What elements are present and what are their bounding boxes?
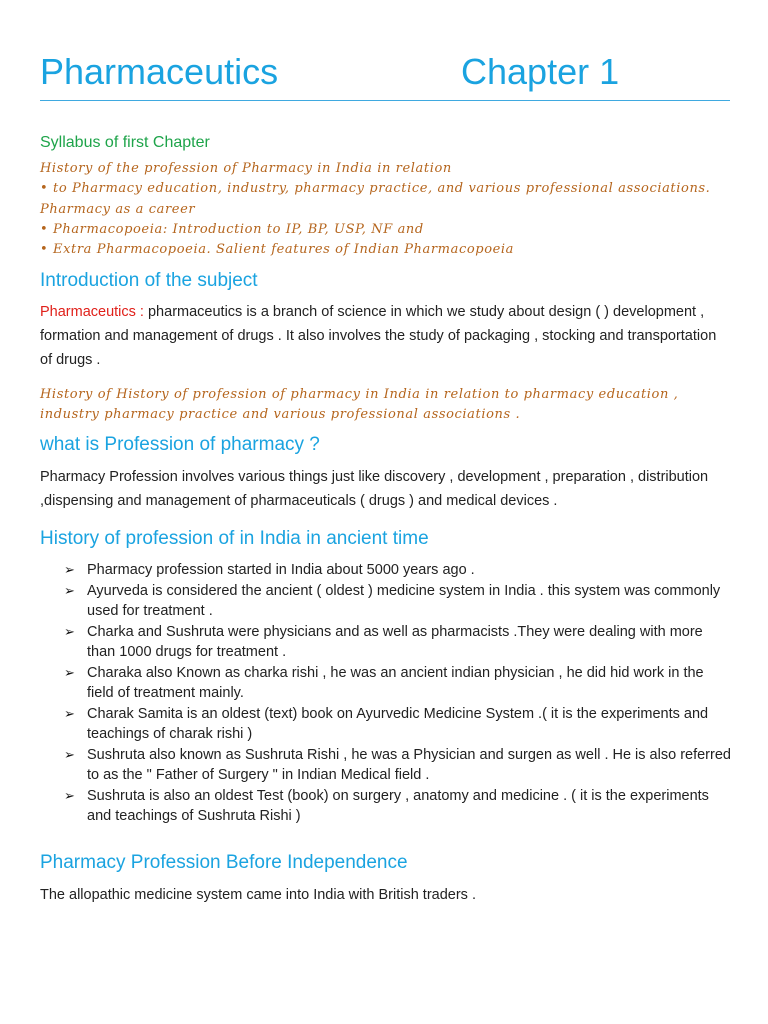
syllabus-list [40,159,740,260]
title-divider [40,100,730,101]
syllabus-item: Pharmacy as a career [40,201,196,217]
syllabus-item: History of the profession of Pharmacy in India in relation [40,161,452,176]
list-item-text: Sushruta also known as Sushruta Rishi , he was a Physician and surgen as well . He is also referred to as the " Father of Surgery " in Indian Medical field . [87,746,731,783]
syllabus-item: • to Pharmacy education, industry, pharmacy practice, and various professional associations. [40,181,711,197]
intro-text: pharmaceutics is a branch of science in which we study about design ( ) development , formation and management of drugs . It also involves the study of packaging , stocking and transportation of drugs . [40,304,717,368]
list-item [64,745,734,786]
list-item-text: Charka and Sushruta were physicians and as well as pharmacists .They were dealing with more than 1000 drugs for treatment . [87,623,703,660]
arrow-bullet-icon: ➢ [64,664,75,680]
intro-term: Pharmaceutics : [40,304,144,320]
chapter-label: Chapter 1 [461,51,620,92]
list-item-text: Charak Samita is an oldest (text) book on Ayurvedic Medicine System .( it is the experiments and teachings of charak rishi ) [87,705,709,742]
list-item [64,704,734,745]
profession-heading: what is Profession of pharmacy ? [40,434,320,455]
arrow-bullet-icon: ➢ [64,562,75,577]
list-item [64,622,734,663]
document-title: Pharmaceutics [40,51,279,92]
ancient-history-heading: History of profession of in India in ancient time [40,528,429,549]
syllabus-item: • Pharmacopoeia: Introduction to IP, BP, USP, NF and [40,221,424,237]
arrow-bullet-icon: ➢ [64,623,75,639]
arrow-bullet-icon: ➢ [64,746,75,762]
syllabus-item: • Extra Pharmacopoeia. Salient features of Indian Pharmacopoeia [40,242,515,258]
arrow-bullet-icon: ➢ [64,582,75,598]
title-row [40,50,730,94]
list-item-text: Charaka also Known as charka rishi , he was an ancient indian physician , he did hid work in the field of treatment mainly. [87,664,704,701]
list-item [64,663,734,704]
ancient-history-list [64,560,734,827]
history-note: History of History of profession of pharmacy in India in relation to pharmacy education , industry pharmacy practice and various professional associations . [40,387,679,422]
arrow-bullet-icon: ➢ [64,705,75,721]
intro-paragraph [40,300,730,372]
list-item-text: Sushruta is also an oldest Test (book) on surgery , anatomy and medicine . ( it is the experiments and teachings of Sushruta Rishi ) [87,787,709,824]
list-item-text: Ayurveda is considered the ancient ( oldest ) medicine system in India . this system was commonly used for treatment . [87,582,721,619]
intro-heading: Introduction of the subject [40,270,258,291]
list-item [64,581,734,622]
profession-paragraph: Pharmacy Profession involves various things just like discovery , development , preparation , distribution ,dispensing and management of pharmaceuticals ( drugs ) and medical devices . [40,469,709,509]
list-item-text: Pharmacy profession started in India about 5000 years ago . [87,562,475,578]
list-item [64,786,734,827]
before-independence-heading: Pharmacy Profession Before Independence [40,852,408,873]
syllabus-heading: Syllabus of first Chapter [40,134,210,151]
before-independence-paragraph: The allopathic medicine system came into India with British traders . [40,887,476,903]
arrow-bullet-icon: ➢ [64,787,75,803]
list-item [64,560,734,581]
